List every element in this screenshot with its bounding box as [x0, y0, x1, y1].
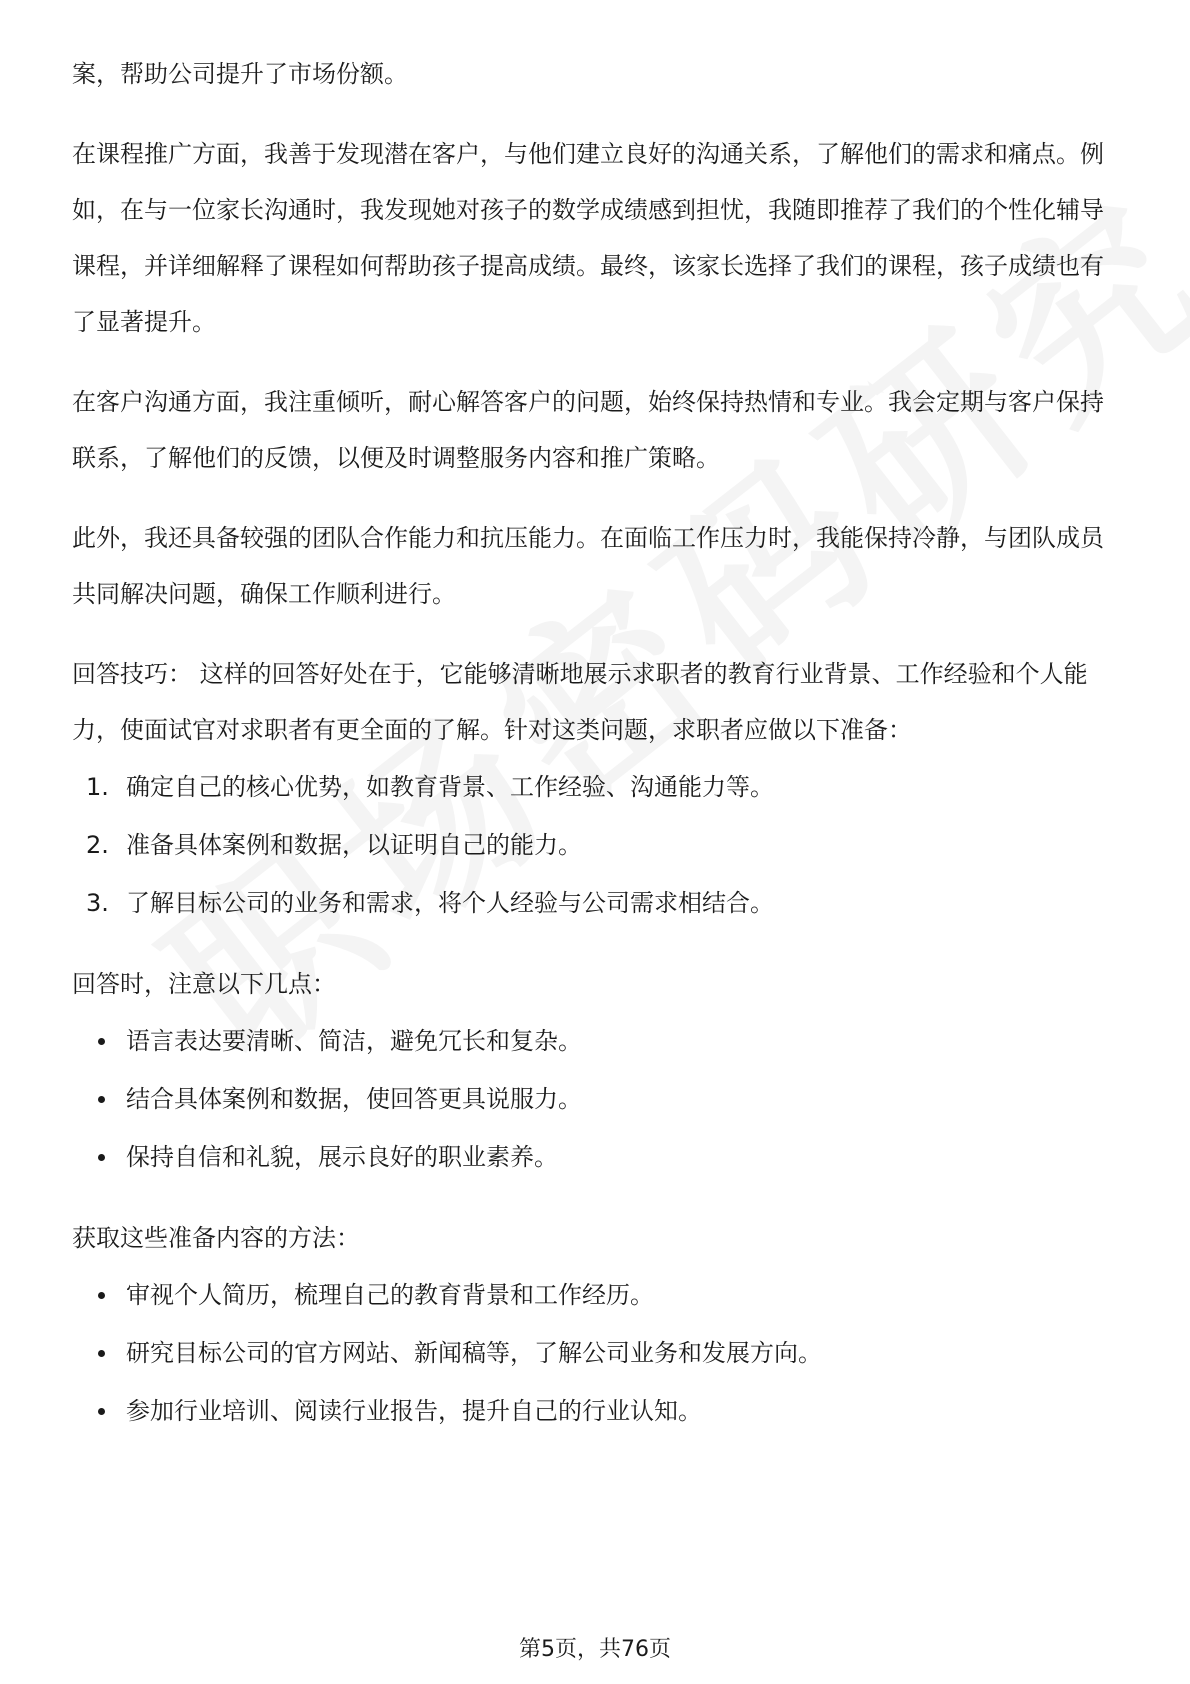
- list-item: [72, 1266, 1122, 1324]
- list-item-text: 保持自信和礼貌，展示良好的职业素养。: [126, 1143, 558, 1171]
- bullet-icon: [98, 1096, 105, 1103]
- paragraph-teamwork: 此外，我还具备较强的团队合作能力和抗压能力。在面临工作压力时，我能保持冷静，与团队成员共同解决问题，确保工作顺利进行。: [72, 524, 1104, 608]
- bullet-icon: [98, 1292, 105, 1299]
- list-item: [72, 758, 1122, 816]
- paragraph-answer-tips: 回答技巧： 这样的回答好处在于，它能够清晰地展示求职者的教育行业背景、工作经验和个人能力，使面试官对求职者有更全面的了解。针对这类问题，求职者应做以下准备：: [72, 660, 1088, 744]
- list-item: [72, 1128, 1122, 1186]
- list-item-text: 了解目标公司的业务和需求，将个人经验与公司需求相结合。: [126, 889, 774, 917]
- list-number: 3.: [86, 889, 109, 917]
- list-item-text: 审视个人简历，梳理自己的教育背景和工作经历。: [126, 1281, 654, 1309]
- bullet-icon: [98, 1154, 105, 1161]
- list-item-text: 研究目标公司的官方网站、新闻稿等，了解公司业务和发展方向。: [126, 1339, 822, 1367]
- list-item: [72, 874, 1122, 932]
- list-item: [72, 1012, 1122, 1070]
- list-item-text: 结合具体案例和数据，使回答更具说服力。: [126, 1085, 582, 1113]
- bullet-icon: [98, 1350, 105, 1357]
- page-number-footer: 第5页，共76页: [519, 1637, 671, 1662]
- preparation-list: [72, 758, 1122, 932]
- document-body: [72, 46, 1122, 1440]
- list-item: [72, 816, 1122, 874]
- list-item-text: 准备具体案例和数据，以证明自己的能力。: [126, 831, 582, 859]
- paragraph-customer-communication: 在客户沟通方面，我注重倾听，耐心解答客户的问题，始终保持热情和专业。我会定期与客户保持联系，了解他们的反馈，以便及时调整服务内容和推广策略。: [72, 388, 1104, 472]
- notes-list: [72, 1012, 1122, 1186]
- list-number: 1.: [86, 773, 109, 801]
- notes-heading: 回答时，注意以下几点：: [72, 970, 336, 998]
- list-item: [72, 1070, 1122, 1128]
- list-item-text: 语言表达要清晰、简洁，避免冗长和复杂。: [126, 1027, 582, 1055]
- paragraph-continuation: 案，帮助公司提升了市场份额。: [72, 60, 408, 88]
- methods-list: [72, 1266, 1122, 1440]
- methods-heading: 获取这些准备内容的方法：: [72, 1224, 360, 1252]
- bullet-icon: [98, 1038, 105, 1045]
- list-item-text: 参加行业培训、阅读行业报告，提升自己的行业认知。: [126, 1397, 702, 1425]
- bullet-icon: [98, 1408, 105, 1415]
- list-number: 2.: [86, 831, 109, 859]
- list-item-text: 确定自己的核心优势，如教育背景、工作经验、沟通能力等。: [126, 773, 774, 801]
- list-item: [72, 1324, 1122, 1382]
- list-item: [72, 1382, 1122, 1440]
- paragraph-course-promotion: 在课程推广方面，我善于发现潜在客户，与他们建立良好的沟通关系，了解他们的需求和痛点。例如，在与一位家长沟通时，我发现她对孩子的数学成绩感到担忧，我随即推荐了我们的个性化辅导课程，并详细解释了课程如何帮助孩子提高成绩。最终，该家长选择了我们的课程，孩子成绩也有了显著提升。: [72, 140, 1104, 336]
